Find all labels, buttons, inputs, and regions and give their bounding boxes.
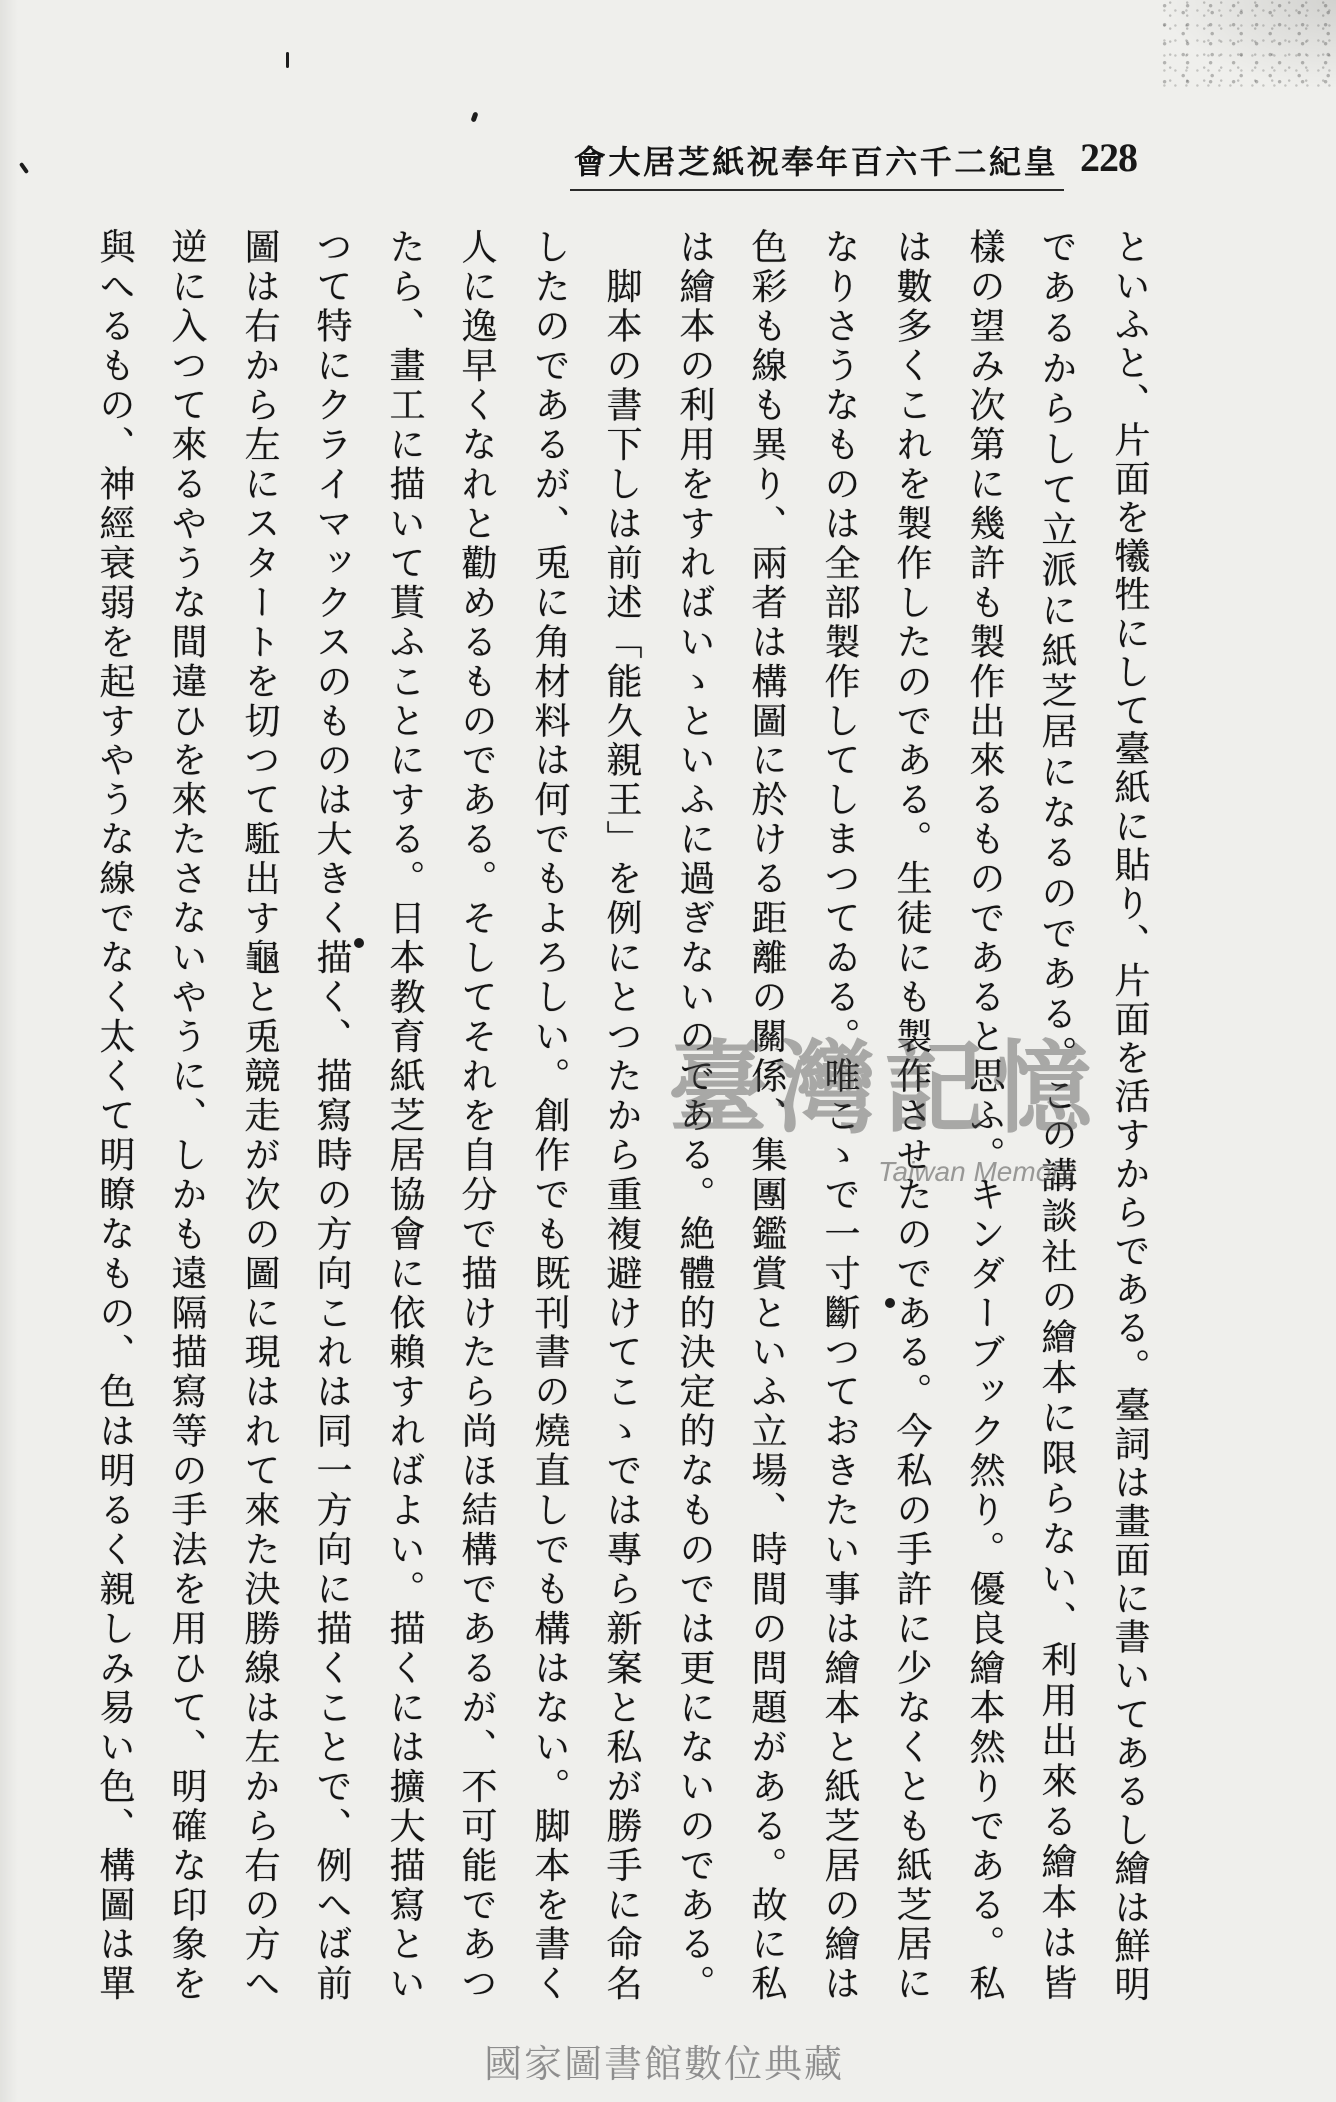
body-text-column: 樣の望み次第に幾許も製作出來るものであると思ふ。キンダーブック然り。優良繪本然りである。私 — [964, 228, 1005, 2004]
ink-speck — [470, 111, 478, 122]
body-text-column: は數多くこれを製作したのである。生徒にも製作させたのである。今私の手許に少なくとも紙芝居に — [891, 228, 932, 2004]
ink-speck — [286, 52, 289, 68]
ink-speck — [19, 162, 29, 174]
body-text-column: 逆に入つて來るやうな間違ひを來たさないやうに、しかも遠隔描寫等の手法を用ひて、明確な印象を — [166, 228, 207, 2004]
ink-speck — [354, 938, 364, 948]
header-rule — [570, 189, 1064, 191]
body-text-column: であるからして立派に紙芝居になるのである。この講談社の繪本に限らない、利用出來る繪本は皆 — [1036, 228, 1077, 2005]
scan-noise — [1160, 0, 1336, 90]
body-text-column: つて特にクライマックスのものは大きく描く、描寫時の方向これは同一方向に描くことで、例へば前 — [311, 228, 352, 2004]
running-header-title: 皇紀二千六百年奉祝紙芝居大會 — [573, 143, 1059, 181]
taiwan-memory-watermark-subtext: Taiwan Memory — [878, 1156, 1075, 1187]
body-text-column: たら、畫工に描いて貰ふことにする。日本教育紙芝居協會に依賴すればよい。描くには擴大描寫とい — [384, 228, 425, 2004]
body-text-column: 色彩も線も異り、兩者は構圖に於ける距離の關係、集團鑑賞といふ立場、時間の問題がある。故に私 — [746, 228, 787, 2004]
body-text-column: といふと、片面を犧牲にして臺紙に貼り、片面を活すからである。臺詞は畫面に書いてあるし繪は鮮明 — [1109, 228, 1150, 2004]
body-text-column: 圖は右から左にスタートを切つて駈出す龜と兎競走が次の圖に現はれて來た決勝線は左から右の方へ — [239, 228, 280, 2004]
body-text-column: したのであるが、兎に角材料は何でもよろしい。創作でも既刊書の燒直しでも構はない。脚本を書く — [529, 228, 570, 2004]
taiwan-memory-watermark-logo: 臺灣記憶 — [668, 1029, 1100, 1147]
page-edge-shade — [0, 0, 18, 2102]
body-text-column: なりさうなものは全部製作してしまつてゐる。唯こゝで一寸斷つておきたい事は繪本と紙芝居の繪は — [819, 228, 860, 2004]
body-text-column: は繪本の利用をすればいゝといふに過ぎないのである。絶體的決定的なものでは更にないのである。 — [674, 228, 715, 2004]
body-text-column: 與へるもの、神經衰弱を起すやうな線でなく太くて明瞭なもの、色は明るく親しみ易い色、構圖は單 — [94, 228, 135, 2004]
library-footer-watermark: 國家圖書館數位典藏 — [484, 2044, 845, 2086]
body-text-column: 脚本の書下しは前述「能久親王」を例にとつたから重複避けてこゝでは專ら新案と私が勝手に命名 — [601, 228, 642, 2004]
body-text-column: 人に逸早くなれと勸めるものである。そしてそれを自分で描けたら尚ほ結構であるが、不可能であつ — [456, 228, 497, 2004]
page-number: 228 — [1080, 135, 1137, 180]
